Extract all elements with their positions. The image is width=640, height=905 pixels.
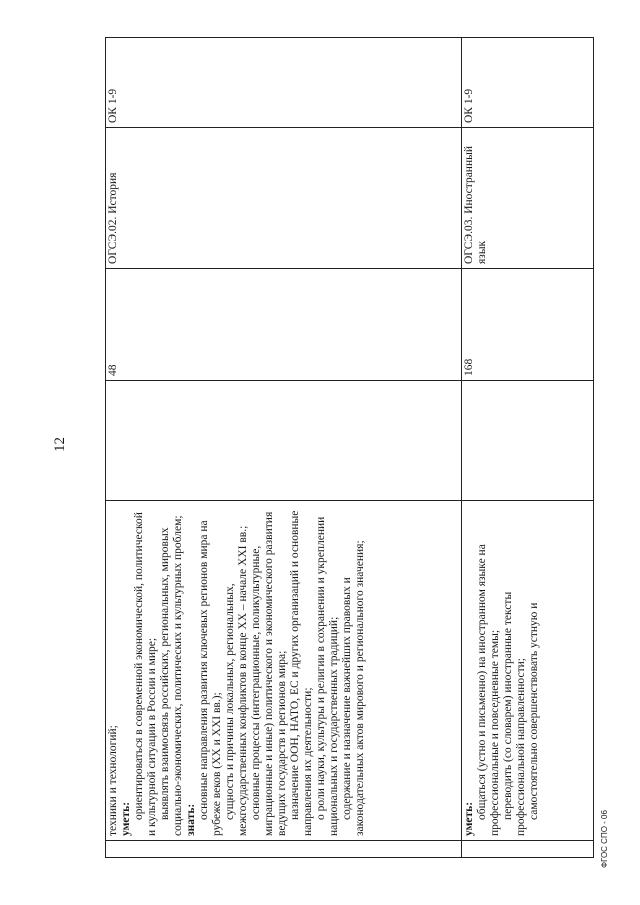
requirement-item: ориентироваться в современной экономической, политической и культурной ситуации в России и мире; <box>133 512 158 836</box>
umet-label: уметь: <box>120 801 132 836</box>
curriculum-table <box>105 37 594 858</box>
hours-cell: 48 <box>106 269 462 381</box>
hours-cell: 168 <box>462 269 594 381</box>
knowledge-item: основные процессы (интеграционные, поликультурные, миграционные и иные) политического и экономического развития ведущих государств и регионов мира; <box>250 511 288 836</box>
requirement-item: самостоятельно совершенствовать устную и <box>528 602 540 820</box>
max-load-cell <box>106 381 462 501</box>
umet-label: уметь: <box>463 801 475 836</box>
requirement-item: переводить (со словарем) иностранные тексты профессиональной направленности; <box>502 591 527 836</box>
requirements-cell <box>462 501 594 841</box>
competencies-cell: ОК 1-9 <box>106 38 462 128</box>
footer-standard-code: ФГОС СПО - 06 <box>600 810 609 868</box>
table-row-history <box>106 38 462 858</box>
requirements-cell <box>106 501 462 841</box>
knowledge-item: сущность и причины локальных, региональных, межгосударственных конфликтов в конце XX – начале XXI вв.; <box>224 525 249 836</box>
knowledge-item: о роли науки, культуры и религии в сохранении и укреплении национальных и государственных традиций; <box>315 516 340 836</box>
discipline-cell: ОГСЭ.02. История <box>106 128 462 269</box>
knowledge-item: содержание и назначение важнейших правовых и законодательных актов мирового и регионального значения; <box>341 540 366 836</box>
requirement-item: общаться (устно и письменно) на иностранном языке на профессиональные и повседневные темы; <box>476 544 501 836</box>
table-row-foreign-language <box>462 38 594 858</box>
page-number: 12 <box>52 437 68 452</box>
max-load-cell <box>462 381 594 501</box>
knowledge-item: основные направления развития ключевых регионов мира на рубеже веков (XX и XXI вв.); <box>198 520 223 836</box>
competencies-cell: ОК 1-9 <box>462 38 594 128</box>
requirement-item: выявлять взаимосвязь российских, региональных, мировых социально-экономических, политических и культурных проблем; <box>159 515 184 836</box>
index-cell <box>462 841 594 858</box>
discipline-cell: ОГСЭ.03. Иностранный язык <box>462 128 594 269</box>
index-cell <box>106 841 462 858</box>
rotated-page-body <box>105 38 593 858</box>
continuation-text: техники и технологий; <box>107 725 119 836</box>
znat-label: знать: <box>185 803 197 836</box>
knowledge-item: назначение ООН, НАТО, ЕС и других организаций и основные направления их деятельности; <box>289 510 314 836</box>
